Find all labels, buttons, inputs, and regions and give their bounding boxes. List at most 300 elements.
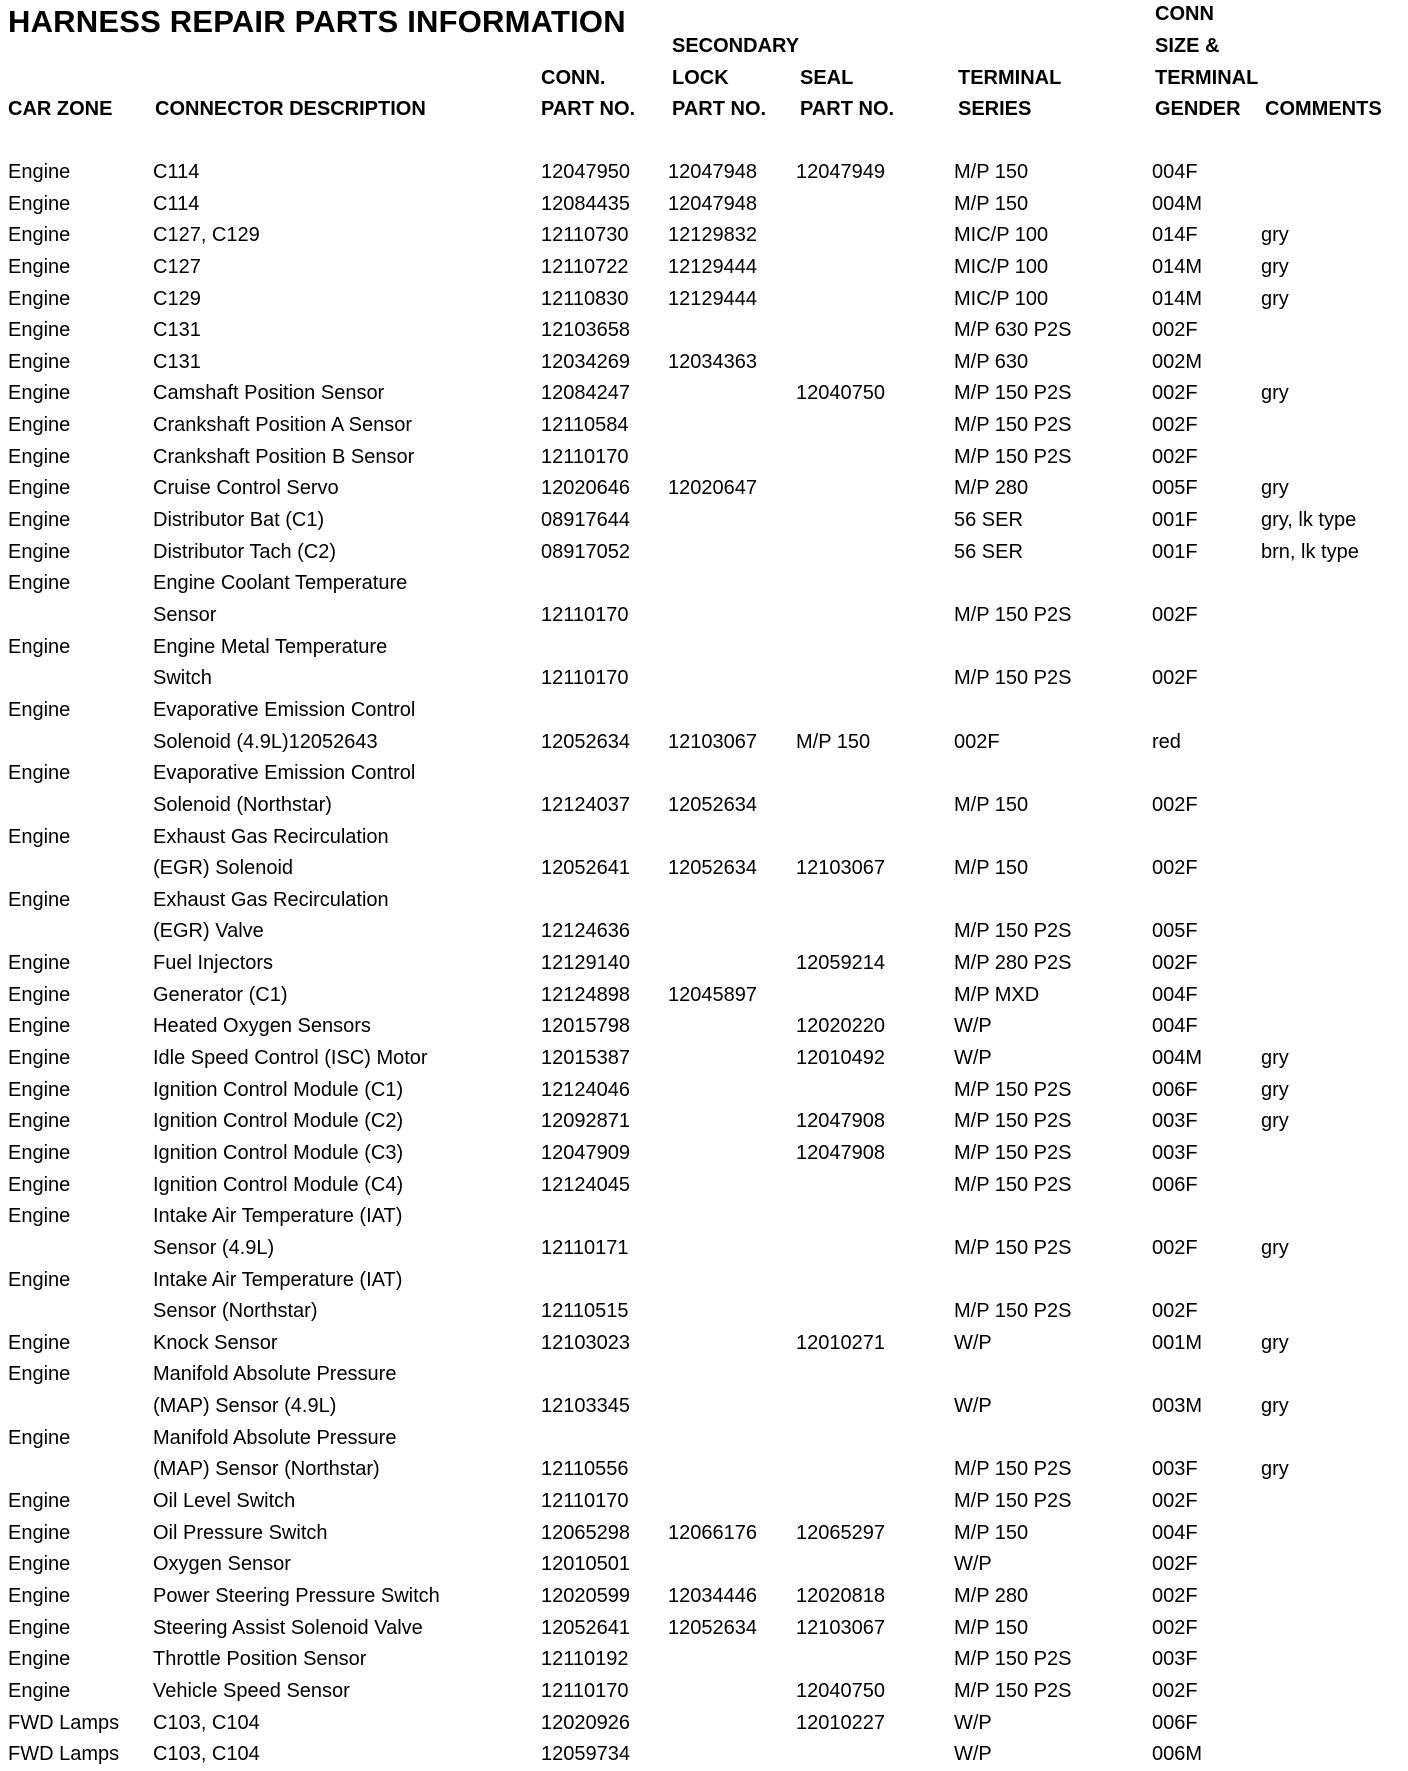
cell-conn-size-gender: 002F xyxy=(1152,1300,1198,1323)
cell-conn-size-gender: 002F xyxy=(1152,1616,1198,1639)
cell-conn-size-gender: 006M xyxy=(1152,1743,1203,1766)
cell-lock-part-no: 12047948 xyxy=(668,161,757,183)
cell-connector-description: C131 xyxy=(153,319,201,342)
cell-terminal-series: M/P 150 P2S xyxy=(954,382,1072,405)
cell-connector-description: (MAP) Sensor (4.9L) xyxy=(153,1395,337,1418)
cell-terminal-series: M/P 150 xyxy=(954,192,1029,215)
cell-car-zone: Engine xyxy=(8,224,71,247)
cell-conn-part-no: 12103345 xyxy=(541,1395,630,1418)
cell-car-zone: FWD Lamps xyxy=(8,1743,120,1766)
cell-seal-part-no: 12010271 xyxy=(796,1331,885,1354)
cell-connector-description: (MAP) Sensor (Northstar) xyxy=(153,1458,380,1481)
cell-conn-part-no: 12010501 xyxy=(541,1553,630,1576)
cell-car-zone: Engine xyxy=(8,287,71,310)
table-row xyxy=(0,473,1408,505)
cell-terminal-series: M/P 150 P2S xyxy=(954,445,1072,468)
header-seal-part-no-line2: PART NO. xyxy=(800,98,895,120)
cell-connector-description: Power Steering Pressure Switch xyxy=(153,1584,440,1607)
cell-car-zone: Engine xyxy=(8,1363,71,1386)
header-seal-part-no-line1: SEAL xyxy=(800,67,854,89)
cell-lock-part-no: 12020647 xyxy=(668,477,757,500)
table-row xyxy=(0,1486,1408,1518)
header-conn-part-no-line2: PART NO. xyxy=(541,98,636,120)
cell-terminal-series: M/P 150 xyxy=(954,857,1029,880)
cell-connector-description: Ignition Control Module (C1) xyxy=(153,1078,404,1101)
cell-lock-part-no: 12052634 xyxy=(668,857,757,880)
cell-conn-size-gender: 002F xyxy=(1152,952,1198,975)
header-conn-gender-line2: SIZE & xyxy=(1155,35,1220,57)
cell-connector-description: Oxygen Sensor xyxy=(153,1553,291,1576)
cell-car-zone: Engine xyxy=(8,983,71,1006)
cell-car-zone: Engine xyxy=(8,1584,71,1607)
cell-car-zone: Engine xyxy=(8,1648,71,1671)
cell-car-zone: Engine xyxy=(8,1426,71,1449)
cell-conn-part-no: 12084435 xyxy=(541,192,630,215)
table-row xyxy=(0,1581,1408,1613)
cell-connector-description: Engine Metal Temperature xyxy=(153,635,388,658)
cell-lock-part-no: 12034446 xyxy=(668,1584,757,1607)
cell-conn-size-gender: 002F xyxy=(1152,1236,1198,1259)
cell-conn-part-no: 12110171 xyxy=(541,1236,629,1259)
cell-terminal-series: M/P 150 P2S xyxy=(954,1110,1072,1133)
cell-conn-size-gender: 001M xyxy=(1152,1331,1203,1354)
table-row xyxy=(0,378,1408,410)
cell-conn-size-gender: 002M xyxy=(1152,350,1203,373)
cell-conn-size-gender: 006F xyxy=(1152,1711,1198,1734)
cell-terminal-series: M/P 150 xyxy=(954,1616,1029,1639)
cell-comments: brn, lk type xyxy=(1261,540,1359,563)
cell-car-zone: Engine xyxy=(8,1331,71,1354)
cell-connector-description: Idle Speed Control (ISC) Motor xyxy=(153,1047,428,1070)
cell-seal-part-no: 12040750 xyxy=(796,382,885,405)
header-connector-description: CONNECTOR DESCRIPTION xyxy=(155,98,426,120)
table-row xyxy=(0,1359,1408,1422)
table-row xyxy=(0,1170,1408,1202)
cell-conn-part-no: 12124046 xyxy=(541,1078,630,1101)
cell-connector-description: Manifold Absolute Pressure xyxy=(153,1363,397,1386)
cell-conn-part-no: 12034269 xyxy=(541,350,630,373)
cell-conn-part-no: 12110556 xyxy=(541,1458,629,1481)
cell-conn-part-no: 12110170 xyxy=(541,445,629,468)
table-row xyxy=(0,948,1408,980)
cell-connector-description: C127 xyxy=(153,255,201,278)
cell-connector-description: Ignition Control Module (C4) xyxy=(153,1173,404,1196)
table-row xyxy=(0,695,1408,758)
table-row xyxy=(0,157,1408,189)
cell-conn-part-no: 12103658 xyxy=(541,319,630,342)
cell-car-zone: Engine xyxy=(8,1078,71,1101)
cell-connector-description: C114 xyxy=(153,192,200,215)
parts-table xyxy=(0,157,1408,1771)
cell-conn-size-gender: 004F xyxy=(1152,1521,1198,1544)
cell-conn-size-gender: 005F xyxy=(1152,477,1198,500)
cell-comments: gry xyxy=(1261,1110,1289,1133)
cell-lock-part-no: 12047948 xyxy=(668,192,757,215)
header-car-zone: CAR ZONE xyxy=(8,98,113,120)
cell-connector-description: Oil Level Switch xyxy=(153,1490,296,1513)
cell-connector-description: C103, C104 xyxy=(153,1743,260,1766)
table-row xyxy=(0,1739,1408,1771)
cell-terminal-series: W/P xyxy=(954,1331,992,1354)
cell-terminal-series: M/P 280 xyxy=(954,1584,1029,1607)
cell-car-zone: Engine xyxy=(8,509,71,532)
cell-conn-size-gender: 003F xyxy=(1152,1141,1198,1164)
cell-conn-part-no: 12129140 xyxy=(541,952,630,975)
cell-terminal-series: M/P 150 P2S xyxy=(954,1236,1072,1259)
header-conn-part-no-line1: CONN. xyxy=(541,67,606,89)
cell-car-zone: Engine xyxy=(8,635,71,658)
cell-comments: gry xyxy=(1261,255,1289,278)
cell-terminal-series: M/P 150 P2S xyxy=(954,920,1072,943)
cell-terminal-series: W/P xyxy=(954,1553,992,1576)
cell-conn-size-gender: red xyxy=(1152,730,1181,753)
cell-lock-part-no: 12129832 xyxy=(668,224,757,247)
header-comments: COMMENTS xyxy=(1265,98,1382,120)
cell-terminal-series: M/P 150 P2S xyxy=(954,1679,1072,1702)
cell-seal-part-no: 12010227 xyxy=(796,1711,885,1734)
cell-comments: gry xyxy=(1261,1458,1289,1481)
table-row xyxy=(0,410,1408,442)
cell-connector-description: Switch xyxy=(153,667,212,690)
table-row xyxy=(0,568,1408,631)
cell-connector-description: Cruise Control Servo xyxy=(153,477,339,500)
cell-comments: gry xyxy=(1261,1331,1289,1354)
cell-conn-part-no: 12084247 xyxy=(541,382,630,405)
cell-terminal-series: 56 SER xyxy=(954,540,1023,563)
cell-terminal-series: M/P 150 P2S xyxy=(954,667,1072,690)
cell-car-zone: Engine xyxy=(8,1110,71,1133)
cell-conn-part-no: 12052641 xyxy=(541,857,630,880)
cell-conn-size-gender: 002F xyxy=(1152,414,1198,437)
cell-car-zone: Engine xyxy=(8,952,71,975)
cell-conn-size-gender: 014M xyxy=(1152,287,1203,310)
cell-connector-description: Heated Oxygen Sensors xyxy=(153,1015,371,1038)
cell-seal-part-no: 12020818 xyxy=(796,1584,885,1607)
page-title: HARNESS REPAIR PARTS INFORMATION xyxy=(8,4,626,39)
cell-connector-description: Fuel Injectors xyxy=(153,952,274,975)
cell-lock-part-no: 12103067 xyxy=(668,730,757,753)
table-row xyxy=(0,1423,1408,1486)
table-row xyxy=(0,315,1408,347)
cell-comments: gry xyxy=(1261,477,1289,500)
cell-conn-part-no: 12110192 xyxy=(541,1648,629,1671)
cell-connector-description: C131 xyxy=(153,350,201,373)
cell-comments: gry xyxy=(1261,1236,1289,1259)
cell-connector-description: Distributor Tach (C2) xyxy=(153,540,337,563)
cell-car-zone: Engine xyxy=(8,319,71,342)
cell-comments: gry, lk type xyxy=(1261,509,1357,532)
cell-seal-part-no: 12047949 xyxy=(796,161,885,183)
cell-connector-description: Ignition Control Module (C3) xyxy=(153,1141,404,1164)
cell-connector-description: Generator (C1) xyxy=(153,983,288,1006)
cell-connector-description: C129 xyxy=(153,287,201,310)
cell-conn-size-gender: 002F xyxy=(1152,1490,1198,1513)
cell-conn-size-gender: 003M xyxy=(1152,1395,1203,1418)
table-row xyxy=(0,1265,1408,1328)
cell-conn-part-no: 12124898 xyxy=(541,983,630,1006)
cell-connector-description: (EGR) Valve xyxy=(153,920,264,943)
header-conn-gender-line4: GENDER xyxy=(1155,98,1241,120)
cell-lock-part-no: 12045897 xyxy=(668,983,757,1006)
cell-conn-size-gender: 004M xyxy=(1152,1047,1203,1070)
cell-car-zone: Engine xyxy=(8,1141,71,1164)
cell-connector-description: Crankshaft Position B Sensor xyxy=(153,445,415,468)
cell-terminal-series: M/P 150 P2S xyxy=(954,1300,1072,1323)
cell-seal-part-no: 12020220 xyxy=(796,1015,885,1038)
cell-terminal-series: M/P 150 P2S xyxy=(954,1648,1072,1671)
cell-conn-part-no: 12052641 xyxy=(541,1616,630,1639)
cell-car-zone: Engine xyxy=(8,382,71,405)
cell-connector-description: C114 xyxy=(153,161,200,183)
cell-car-zone: FWD Lamps xyxy=(8,1711,120,1734)
cell-conn-size-gender: 006F xyxy=(1152,1078,1198,1101)
table-row xyxy=(0,189,1408,221)
cell-conn-part-no: 12020926 xyxy=(541,1711,630,1734)
cell-lock-part-no: 12129444 xyxy=(668,287,757,310)
cell-car-zone: Engine xyxy=(8,255,71,278)
cell-conn-size-gender: 003F xyxy=(1152,1110,1198,1133)
table-row xyxy=(0,1138,1408,1170)
table-row xyxy=(0,758,1408,821)
table-row xyxy=(0,1613,1408,1645)
table-row xyxy=(0,980,1408,1012)
table-row xyxy=(0,1708,1408,1740)
cell-conn-size-gender: 002F xyxy=(1152,1553,1198,1576)
cell-car-zone: Engine xyxy=(8,350,71,373)
cell-car-zone: Engine xyxy=(8,161,71,183)
cell-car-zone: Engine xyxy=(8,762,71,785)
cell-conn-size-gender: 002F xyxy=(1152,445,1198,468)
cell-lock-part-no: 12052634 xyxy=(668,793,757,816)
cell-terminal-series: M/P 150 P2S xyxy=(954,1173,1072,1196)
cell-conn-size-gender: 004M xyxy=(1152,192,1203,215)
cell-terminal-series: MIC/P 100 xyxy=(954,255,1049,278)
cell-seal-part-no: 12010492 xyxy=(796,1047,885,1070)
cell-comments: gry xyxy=(1261,224,1289,247)
cell-conn-size-gender: 002F xyxy=(1152,319,1198,342)
cell-terminal-series: M/P 150 P2S xyxy=(954,1078,1072,1101)
cell-seal-part-no: M/P 150 xyxy=(796,730,871,753)
cell-connector-description: Sensor (Northstar) xyxy=(153,1300,318,1323)
cell-car-zone: Engine xyxy=(8,1205,71,1228)
cell-connector-description: Evaporative Emission Control xyxy=(153,762,416,785)
table-row xyxy=(0,347,1408,379)
cell-conn-size-gender: 004F xyxy=(1152,1015,1198,1038)
cell-conn-size-gender: 002F xyxy=(1152,857,1198,880)
table-row xyxy=(0,220,1408,252)
table-row xyxy=(0,885,1408,948)
cell-conn-part-no: 12052634 xyxy=(541,730,630,753)
cell-conn-size-gender: 005F xyxy=(1152,920,1198,943)
cell-terminal-series: W/P xyxy=(954,1711,992,1734)
cell-car-zone: Engine xyxy=(8,1015,71,1038)
cell-conn-size-gender: 004F xyxy=(1152,983,1198,1006)
header-secondary-lock-line3: PART NO. xyxy=(672,98,767,120)
cell-conn-size-gender: 006F xyxy=(1152,1173,1198,1196)
cell-car-zone: Engine xyxy=(8,1521,71,1544)
cell-car-zone: Engine xyxy=(8,1047,71,1070)
cell-conn-size-gender: 001F xyxy=(1152,509,1198,532)
cell-conn-size-gender: 004F xyxy=(1152,161,1198,183)
table-row xyxy=(0,1043,1408,1075)
cell-conn-part-no: 12124636 xyxy=(541,920,630,943)
table-row xyxy=(0,1549,1408,1581)
table-row xyxy=(0,1011,1408,1043)
table-row xyxy=(0,1328,1408,1360)
cell-terminal-series: M/P MXD xyxy=(954,983,1040,1006)
cell-conn-size-gender: 014M xyxy=(1152,255,1203,278)
cell-seal-part-no: 12047908 xyxy=(796,1110,885,1133)
cell-conn-size-gender: 002F xyxy=(1152,793,1198,816)
cell-terminal-series: M/P 150 P2S xyxy=(954,1458,1072,1481)
cell-connector-description: Oil Pressure Switch xyxy=(153,1521,328,1544)
cell-conn-part-no: 12110170 xyxy=(541,1490,629,1513)
cell-conn-size-gender: 003F xyxy=(1152,1648,1198,1671)
cell-conn-part-no: 12103023 xyxy=(541,1331,630,1354)
header-conn-gender-line1: CONN xyxy=(1155,3,1214,25)
cell-connector-description: Distributor Bat (C1) xyxy=(153,509,325,532)
cell-terminal-series: W/P xyxy=(954,1015,992,1038)
cell-terminal-series: MIC/P 100 xyxy=(954,224,1049,247)
cell-connector-description: Throttle Position Sensor xyxy=(153,1648,367,1671)
cell-conn-part-no: 12015798 xyxy=(541,1015,630,1038)
cell-terminal-series: MIC/P 100 xyxy=(954,287,1049,310)
cell-car-zone: Engine xyxy=(8,825,71,848)
table-row xyxy=(0,1676,1408,1708)
cell-conn-size-gender: 014F xyxy=(1152,224,1198,247)
cell-conn-part-no: 12124045 xyxy=(541,1173,630,1196)
cell-conn-size-gender: 003F xyxy=(1152,1458,1198,1481)
cell-connector-description: Solenoid (4.9L)12052643 xyxy=(153,730,378,753)
cell-connector-description: C103, C104 xyxy=(153,1711,260,1734)
cell-conn-size-gender: 002F xyxy=(1152,603,1198,626)
cell-seal-part-no: 12103067 xyxy=(796,857,885,880)
cell-connector-description: Knock Sensor xyxy=(153,1331,278,1354)
cell-seal-part-no: 12065297 xyxy=(796,1521,885,1544)
cell-connector-description: Solenoid (Northstar) xyxy=(153,793,332,816)
cell-car-zone: Engine xyxy=(8,1616,71,1639)
cell-car-zone: Engine xyxy=(8,698,71,721)
cell-conn-part-no: 12110170 xyxy=(541,667,629,690)
cell-car-zone: Engine xyxy=(8,572,71,595)
cell-car-zone: Engine xyxy=(8,477,71,500)
table-row xyxy=(0,284,1408,316)
table-row xyxy=(0,1201,1408,1264)
table-row xyxy=(0,632,1408,695)
cell-car-zone: Engine xyxy=(8,414,71,437)
table-row xyxy=(0,1106,1408,1138)
cell-connector-description: Intake Air Temperature (IAT) xyxy=(153,1268,403,1291)
table-row xyxy=(0,505,1408,537)
cell-connector-description: Crankshaft Position A Sensor xyxy=(153,414,413,437)
cell-seal-part-no: 12103067 xyxy=(796,1616,885,1639)
cell-terminal-series: M/P 280 xyxy=(954,477,1029,500)
cell-lock-part-no: 12066176 xyxy=(668,1521,757,1544)
cell-conn-part-no: 12110730 xyxy=(541,224,629,247)
cell-car-zone: Engine xyxy=(8,1268,71,1291)
cell-conn-part-no: 12047909 xyxy=(541,1141,630,1164)
cell-car-zone: Engine xyxy=(8,888,71,911)
cell-lock-part-no: 12052634 xyxy=(668,1616,757,1639)
cell-comments: gry xyxy=(1261,1078,1289,1101)
cell-terminal-series: W/P xyxy=(954,1047,992,1070)
cell-comments: gry xyxy=(1261,1047,1289,1070)
cell-terminal-series: M/P 630 xyxy=(954,350,1029,373)
cell-comments: gry xyxy=(1261,287,1289,310)
cell-connector-description: Sensor xyxy=(153,603,217,626)
cell-terminal-series: M/P 150 P2S xyxy=(954,1490,1072,1513)
table-row xyxy=(0,252,1408,284)
table-row xyxy=(0,1075,1408,1107)
cell-conn-part-no: 12020646 xyxy=(541,477,630,500)
cell-conn-part-no: 12065298 xyxy=(541,1521,630,1544)
cell-terminal-series: W/P xyxy=(954,1395,992,1418)
cell-connector-description: Manifold Absolute Pressure xyxy=(153,1426,397,1449)
cell-connector-description: Ignition Control Module (C2) xyxy=(153,1110,404,1133)
cell-conn-size-gender: 002F xyxy=(1152,382,1198,405)
table-row xyxy=(0,1644,1408,1676)
cell-car-zone: Engine xyxy=(8,1679,71,1702)
cell-terminal-series: M/P 150 P2S xyxy=(954,1141,1072,1164)
cell-connector-description: Camshaft Position Sensor xyxy=(153,382,385,405)
table-row xyxy=(0,442,1408,474)
header-terminal-series-line2: SERIES xyxy=(958,98,1032,120)
cell-comments: gry xyxy=(1261,382,1289,405)
cell-conn-part-no: 08917052 xyxy=(541,540,630,563)
cell-terminal-series: M/P 150 P2S xyxy=(954,603,1072,626)
header-secondary-lock-line1: SECONDARY xyxy=(672,35,800,57)
cell-terminal-series: 002F xyxy=(954,730,1000,753)
cell-conn-part-no: 12110830 xyxy=(541,287,629,310)
cell-seal-part-no: 12047908 xyxy=(796,1141,885,1164)
cell-connector-description: Intake Air Temperature (IAT) xyxy=(153,1205,403,1228)
cell-terminal-series: M/P 280 P2S xyxy=(954,952,1072,975)
cell-connector-description: Exhaust Gas Recirculation xyxy=(153,888,389,911)
cell-comments: gry xyxy=(1261,1395,1289,1418)
cell-car-zone: Engine xyxy=(8,1553,71,1576)
cell-conn-part-no: 08917644 xyxy=(541,509,630,532)
cell-conn-part-no: 12110584 xyxy=(541,414,629,437)
cell-connector-description: C127, C129 xyxy=(153,224,260,247)
header-conn-gender-line3: TERMINAL xyxy=(1155,67,1259,89)
cell-conn-part-no: 12110515 xyxy=(541,1300,629,1323)
cell-terminal-series: M/P 150 P2S xyxy=(954,414,1072,437)
cell-connector-description: Evaporative Emission Control xyxy=(153,698,416,721)
cell-connector-description: Engine Coolant Temperature xyxy=(153,572,408,595)
cell-conn-part-no: 12020599 xyxy=(541,1584,630,1607)
cell-terminal-series: M/P 150 xyxy=(954,1521,1029,1544)
cell-terminal-series: M/P 150 xyxy=(954,793,1029,816)
table-row xyxy=(0,537,1408,569)
cell-terminal-series: 56 SER xyxy=(954,509,1023,532)
cell-conn-part-no: 12110170 xyxy=(541,603,629,626)
cell-connector-description: Vehicle Speed Sensor xyxy=(153,1679,350,1702)
table-row xyxy=(0,822,1408,885)
header-secondary-lock-line2: LOCK xyxy=(672,67,729,89)
cell-connector-description: (EGR) Solenoid xyxy=(153,857,294,880)
cell-car-zone: Engine xyxy=(8,1490,71,1513)
cell-lock-part-no: 12129444 xyxy=(668,255,757,278)
cell-terminal-series: M/P 630 P2S xyxy=(954,319,1072,342)
cell-connector-description: Exhaust Gas Recirculation xyxy=(153,825,389,848)
cell-conn-part-no: 12110170 xyxy=(541,1679,629,1702)
cell-car-zone: Engine xyxy=(8,445,71,468)
cell-car-zone: Engine xyxy=(8,540,71,563)
table-row xyxy=(0,1518,1408,1550)
cell-seal-part-no: 12040750 xyxy=(796,1679,885,1702)
cell-terminal-series: W/P xyxy=(954,1743,992,1766)
cell-conn-size-gender: 002F xyxy=(1152,1679,1198,1702)
